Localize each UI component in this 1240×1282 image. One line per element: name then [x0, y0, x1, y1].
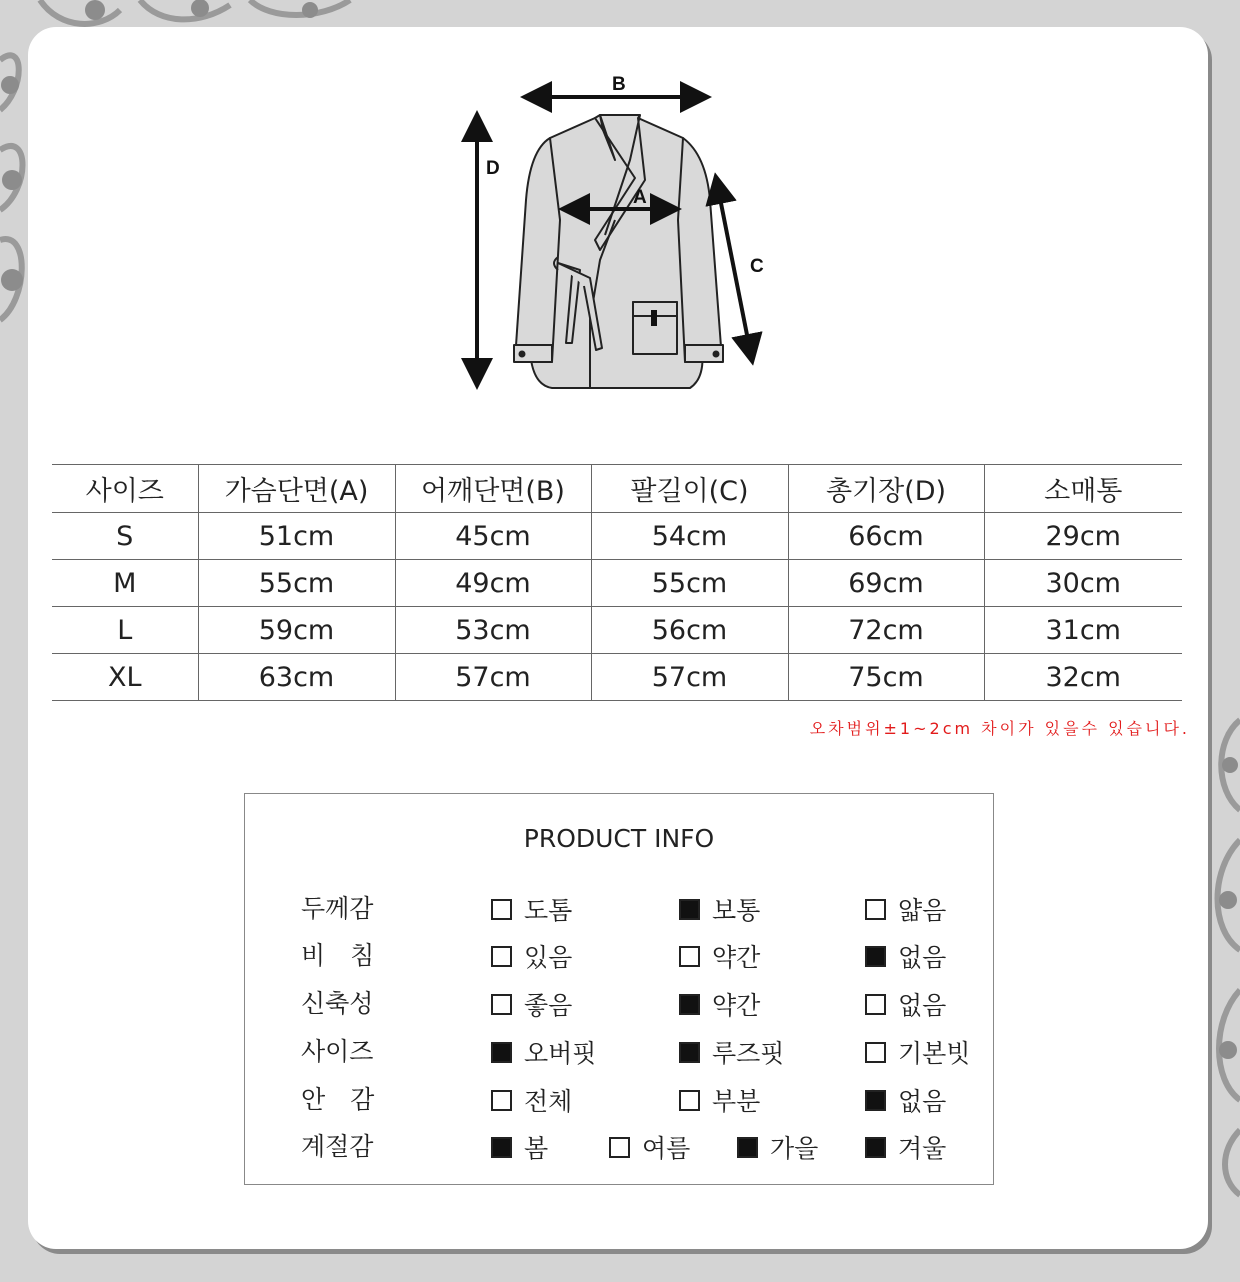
- table-cell: 31cm: [984, 607, 1182, 654]
- header-chest: 가슴단면(A): [198, 465, 395, 513]
- table-cell: 55cm: [198, 560, 395, 607]
- size-table-header: [52, 465, 1182, 513]
- table-cell: 55cm: [591, 560, 788, 607]
- table-cell: 45cm: [395, 513, 591, 560]
- label-c: C: [750, 256, 764, 277]
- checkbox-icon: [491, 1042, 512, 1063]
- option-loosefit: 루즈핏: [679, 1034, 784, 1070]
- checkbox-icon: [491, 994, 512, 1015]
- arrow-c: [718, 188, 750, 350]
- table-cell: 66cm: [788, 513, 984, 560]
- checkbox-icon: [865, 899, 886, 920]
- header-size: 사이즈: [52, 465, 198, 513]
- option-winter: 겨울: [865, 1129, 946, 1165]
- option-lining-none: 없음: [865, 1082, 946, 1118]
- label-d: D: [486, 158, 500, 179]
- option-thick: 도톰: [491, 891, 572, 927]
- table-row: [52, 560, 1182, 607]
- option-thin: 얇음: [865, 891, 946, 927]
- option-basicfit: 기본빗: [865, 1034, 970, 1070]
- row-label-stretch: 신축성: [301, 989, 374, 1018]
- cell-size: XL: [52, 654, 198, 701]
- table-cell: 59cm: [198, 607, 395, 654]
- checkbox-icon: [491, 1137, 512, 1158]
- checkbox-icon: [865, 1042, 886, 1063]
- cell-size: S: [52, 513, 198, 560]
- header-sleeve: 팔길이(C): [591, 465, 788, 513]
- table-row: [52, 654, 1182, 701]
- label-a: A: [633, 187, 647, 208]
- checkbox-icon: [679, 899, 700, 920]
- row-label-lining: 안 감: [301, 1085, 375, 1114]
- checkbox-icon: [491, 899, 512, 920]
- table-cell: 49cm: [395, 560, 591, 607]
- checkbox-icon: [609, 1137, 630, 1158]
- jacket-illustration: [514, 115, 723, 388]
- header-length: 총기장(D): [788, 465, 984, 513]
- option-spring: 봄: [491, 1129, 548, 1165]
- header-sleeve-width: 소매통: [984, 465, 1182, 513]
- table-row: [52, 607, 1182, 654]
- table-cell: 29cm: [984, 513, 1182, 560]
- table-cell: 57cm: [395, 654, 591, 701]
- garment-measurement-diagram: [440, 60, 800, 410]
- table-cell: 72cm: [788, 607, 984, 654]
- option-lining-partial: 부분: [679, 1082, 760, 1118]
- table-cell: 54cm: [591, 513, 788, 560]
- checkbox-icon: [679, 946, 700, 967]
- table-cell: 69cm: [788, 560, 984, 607]
- checkbox-icon: [491, 1090, 512, 1111]
- checkbox-icon: [865, 1137, 886, 1158]
- table-cell: 30cm: [984, 560, 1182, 607]
- option-summer: 여름: [609, 1129, 690, 1165]
- row-label-sheerness: 비 침: [301, 941, 375, 970]
- size-table: [52, 464, 1182, 701]
- checkbox-icon: [865, 994, 886, 1015]
- option-stretch-slight: 약간: [679, 986, 760, 1022]
- option-lining-full: 전체: [491, 1082, 572, 1118]
- option-sheer-slight: 약간: [679, 938, 760, 974]
- checkbox-icon: [679, 1090, 700, 1111]
- checkbox-icon: [679, 1042, 700, 1063]
- table-cell: 63cm: [198, 654, 395, 701]
- checkbox-icon: [865, 1090, 886, 1111]
- table-cell: 51cm: [198, 513, 395, 560]
- option-stretch-none: 없음: [865, 986, 946, 1022]
- table-cell: 57cm: [591, 654, 788, 701]
- option-overfit: 오버핏: [491, 1034, 596, 1070]
- option-sheer-none: 없음: [865, 938, 946, 974]
- row-label-season: 계절감: [301, 1132, 374, 1161]
- row-label-thickness: 두께감: [301, 894, 374, 923]
- checkbox-icon: [737, 1137, 758, 1158]
- checkbox-icon: [679, 994, 700, 1015]
- table-cell: 75cm: [788, 654, 984, 701]
- option-sheer-yes: 있음: [491, 938, 572, 974]
- product-info-box: [244, 793, 994, 1185]
- cell-size: L: [52, 607, 198, 654]
- cell-size: M: [52, 560, 198, 607]
- header-shoulder: 어깨단면(B): [395, 465, 591, 513]
- checkbox-icon: [491, 946, 512, 967]
- table-cell: 32cm: [984, 654, 1182, 701]
- option-normal: 보통: [679, 891, 760, 927]
- table-row: [52, 513, 1182, 560]
- option-stretch-good: 좋음: [491, 986, 572, 1022]
- row-label-fit: 사이즈: [301, 1037, 374, 1066]
- label-b: B: [612, 74, 626, 95]
- checkbox-icon: [865, 946, 886, 967]
- table-cell: 53cm: [395, 607, 591, 654]
- table-cell: 56cm: [591, 607, 788, 654]
- tolerance-note: 오차범위±1~2cm 차이가 있을수 있습니다.: [809, 719, 1190, 738]
- product-info-title: PRODUCT INFO: [523, 824, 715, 853]
- option-autumn: 가을: [737, 1129, 818, 1165]
